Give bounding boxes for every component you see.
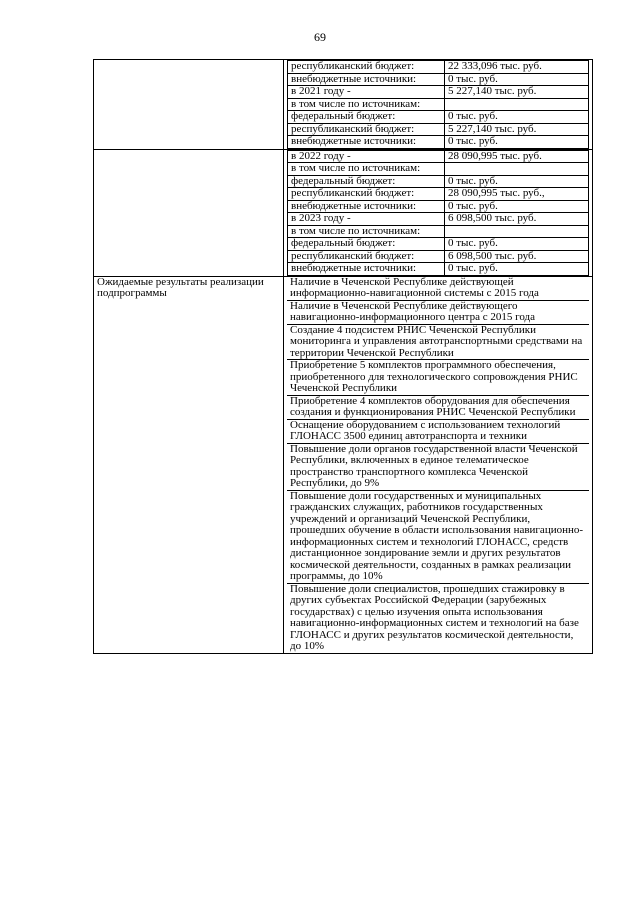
- expected-results-label: Ожидаемые результаты реализации подпрограммы: [94, 276, 284, 653]
- funding-row-1: [94, 60, 593, 150]
- expected-result-item: Приобретение 4 комплектов оборудования для обеспечения создания и функционирования РНИС Чеченской Республики: [287, 396, 589, 420]
- funding-value: 0 тыс. руб.: [445, 111, 589, 124]
- funding-row: [288, 123, 589, 136]
- expected-result-item: Создание 4 подсистем РНИС Чеченской Республики мониторинга и управления автотранспортными средствами на территории Чеченской Республики: [287, 325, 589, 361]
- expected-result-item: Повышение доли государственных и муниципальных гражданских служащих, работников государственных учреждений и организаций Чеченской Республики, прошедших обучение в области использования навигационно-информационных систем и технологий ГЛОНАСС, средств дистанционное зондирование земли и других результатов космической деятельности, созданных в рамках реализации программы, до 10%: [287, 491, 589, 584]
- funding-value: 0 тыс. руб.: [445, 238, 589, 251]
- page-number: 69: [314, 30, 326, 44]
- funding-value: 6 098,500 тыс. руб.: [445, 213, 589, 226]
- funding-row: [288, 250, 589, 263]
- funding-cell-1: [284, 60, 593, 150]
- funding-row: [288, 150, 589, 163]
- funding-value: 28 090,995 тыс. руб.,: [445, 188, 589, 201]
- funding-value: 0 тыс. руб.: [445, 200, 589, 213]
- funding-label: внебюджетные источники:: [288, 200, 445, 213]
- expected-result-item: Наличие в Чеченской Республике действующего навигационно-информационного центра с 2015 года: [287, 301, 589, 325]
- funding-value: 0 тыс. руб.: [445, 136, 589, 149]
- expected-result-item: Повышение доли специалистов, прошедших стажировку в других субъектах Российской Федерации (зарубежных государствах) с целью изучения опыта использования навигационно-информационных систем и технологий на базе ГЛОНАСС и других результатов космической деятельности, до 10%: [290, 582, 579, 652]
- funding-row: [288, 61, 589, 74]
- funding-row: [288, 213, 589, 226]
- funding-value: 5 227,140 тыс. руб.: [445, 86, 589, 99]
- funding-row: [288, 175, 589, 188]
- funding-value: [445, 163, 589, 176]
- expected-result-item: Повышение доли органов государственной власти Чеченской Республики, включенных в единое телематическое пространство транспортного комплекса Чеченской Республики, до 9%: [287, 444, 589, 491]
- funding-value: 28 090,995 тыс. руб.: [445, 150, 589, 163]
- funding-label: федеральный бюджет:: [288, 238, 445, 251]
- funding-row: [288, 263, 589, 276]
- funding-row: [288, 225, 589, 238]
- funding-label: в 2022 году -: [288, 150, 445, 163]
- expected-results-row: [94, 276, 593, 653]
- funding-table-2: [287, 150, 589, 276]
- document-table: [93, 59, 593, 654]
- funding-label: в 2023 году -: [288, 213, 445, 226]
- funding-label: федеральный бюджет:: [288, 111, 445, 124]
- funding-label: в 2021 году -: [288, 86, 445, 99]
- funding-value: [445, 225, 589, 238]
- funding-label: в том числе по источникам:: [288, 225, 445, 238]
- expected-results-list: [284, 276, 593, 653]
- funding-cell-2: [284, 149, 593, 276]
- funding-label: внебюджетные источники:: [288, 136, 445, 149]
- funding-label: в том числе по источникам:: [288, 98, 445, 111]
- funding-table-1: [287, 60, 589, 149]
- funding-row: [288, 200, 589, 213]
- funding-value: 0 тыс. руб.: [445, 263, 589, 276]
- funding-value: [445, 98, 589, 111]
- funding-value: 22 333,096 тыс. руб.: [445, 61, 589, 74]
- expected-result-item: Приобретение 5 комплектов программного обеспечения, приобретенного для технологического сопровождения РНИС Чеченской Республики: [287, 360, 589, 396]
- funding-label: республиканский бюджет:: [288, 250, 445, 263]
- funding-value: 0 тыс. руб.: [445, 73, 589, 86]
- funding-row-2: [94, 149, 593, 276]
- funding-row: [288, 163, 589, 176]
- funding-label: внебюджетные источники:: [288, 263, 445, 276]
- funding-value: 0 тыс. руб.: [445, 175, 589, 188]
- funding-row: [288, 188, 589, 201]
- funding-label: в том числе по источникам:: [288, 163, 445, 176]
- funding-row: [288, 86, 589, 99]
- funding-row: [288, 111, 589, 124]
- funding-label: республиканский бюджет:: [288, 61, 445, 74]
- funding-label: республиканский бюджет:: [288, 123, 445, 136]
- funding-value: 6 098,500 тыс. руб.: [445, 250, 589, 263]
- funding-row: [288, 73, 589, 86]
- empty-label-cell: [94, 149, 284, 276]
- expected-result-item: Оснащение оборудованием с использованием технологий ГЛОНАСС 3500 единиц автотранспорта и техники: [287, 420, 589, 444]
- funding-row: [288, 136, 589, 149]
- funding-row: [288, 238, 589, 251]
- empty-label-cell: [94, 60, 284, 150]
- funding-label: республиканский бюджет:: [288, 188, 445, 201]
- funding-label: федеральный бюджет:: [288, 175, 445, 188]
- expected-result-item: Наличие в Чеченской Республике действующей информационно-навигационной системы с 2015 года: [287, 277, 589, 301]
- funding-value: 5 227,140 тыс. руб.: [445, 123, 589, 136]
- funding-label: внебюджетные источники:: [288, 73, 445, 86]
- funding-row: [288, 98, 589, 111]
